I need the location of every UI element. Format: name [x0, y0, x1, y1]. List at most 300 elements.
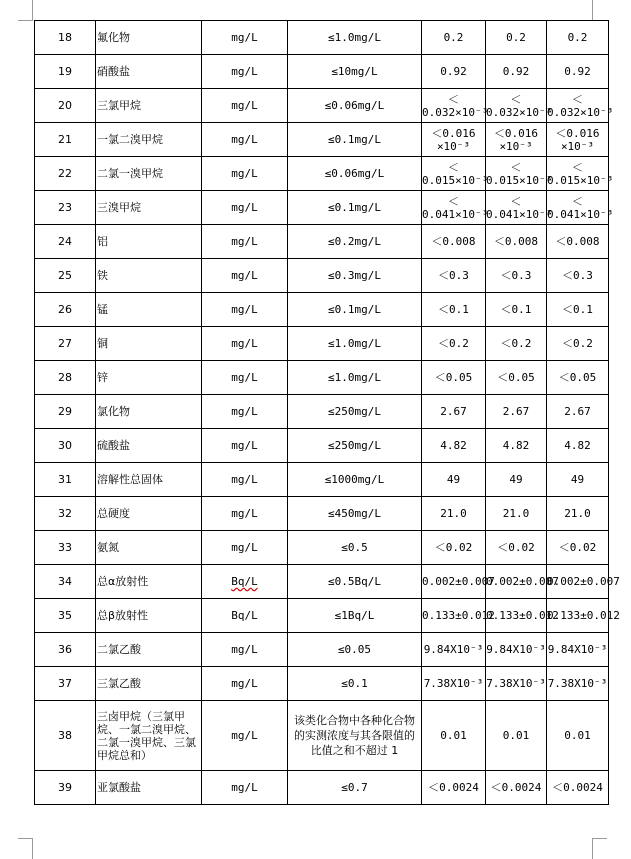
- result-2-cell: [486, 463, 547, 497]
- item-name-cell: [96, 667, 202, 701]
- result-3-cell: [547, 701, 609, 771]
- table-row: [35, 123, 609, 157]
- result-2: ＜0.1: [500, 303, 532, 316]
- result-1: ＜0.008: [431, 235, 476, 248]
- result-2: ＜0.05: [497, 371, 535, 384]
- item-name-cell: [96, 771, 202, 805]
- item-name-cell: [96, 327, 202, 361]
- result-1: ＜0.032×10⁻³: [422, 92, 489, 119]
- result-1: 4.82: [440, 439, 467, 452]
- limit-value: ≤0.1mg/L: [328, 303, 381, 316]
- result-3: ＜0.3: [562, 269, 593, 282]
- result-3-cell: [547, 191, 614, 225]
- limit-value: ≤1.0mg/L: [328, 31, 381, 44]
- result-1: ＜0.05: [434, 371, 473, 384]
- item-number-cell: [35, 21, 96, 55]
- result-3: 49: [570, 473, 585, 486]
- result-1: 0.01: [440, 729, 467, 742]
- limit-value-cell: [288, 771, 422, 805]
- item-number: 36: [58, 643, 72, 656]
- item-number: 32: [58, 507, 72, 520]
- result-3: ＜0.041×10⁻³: [547, 194, 614, 221]
- result-3: 21.0: [564, 507, 591, 520]
- result-2-cell: [486, 191, 553, 225]
- item-name: 三溴甲烷: [97, 201, 141, 214]
- result-3: 0.133±0.012: [547, 609, 620, 622]
- result-2-cell: [486, 361, 547, 395]
- result-1-cell: [422, 701, 486, 771]
- result-3: ＜0.016 ×10⁻³: [555, 126, 600, 153]
- unit-cell: [202, 293, 288, 327]
- item-name: 总硬度: [97, 507, 130, 520]
- item-number-cell: [35, 565, 96, 599]
- unit: mg/L: [231, 643, 258, 656]
- result-3-cell: [547, 123, 609, 157]
- unit: mg/L: [231, 439, 258, 452]
- item-name-cell: [96, 89, 202, 123]
- result-1: ＜0.02: [434, 541, 473, 554]
- item-name-cell: [96, 497, 202, 531]
- limit-value-cell: [288, 55, 422, 89]
- result-2-cell: [486, 429, 547, 463]
- item-name-cell: [96, 21, 202, 55]
- result-2: 2.67: [502, 405, 530, 418]
- unit-cell: [202, 497, 288, 531]
- result-2-cell: [486, 701, 547, 771]
- limit-value: ≤0.5: [341, 541, 368, 554]
- item-name-cell: [96, 565, 202, 599]
- item-number-cell: [35, 123, 96, 157]
- result-1-cell: [422, 531, 486, 565]
- unit: mg/L: [231, 133, 258, 146]
- item-number-cell: [35, 429, 96, 463]
- result-3-cell: [547, 55, 609, 89]
- unit-cell: [202, 123, 288, 157]
- unit-cell: [202, 395, 288, 429]
- result-3: 0.002±0.007: [547, 575, 620, 588]
- item-name: 铝: [97, 235, 108, 248]
- result-1: ＜0.0024: [428, 781, 479, 794]
- unit-cell: [202, 327, 288, 361]
- unit-cell: [202, 701, 288, 771]
- result-3-cell: [547, 565, 620, 599]
- result-2: 0.133±0.012: [486, 609, 559, 622]
- limit-value-cell: [288, 89, 422, 123]
- item-number-cell: [35, 395, 96, 429]
- limit-value: ≤0.2mg/L: [328, 235, 381, 248]
- limit-value-cell: [288, 463, 422, 497]
- result-3-cell: [547, 771, 609, 805]
- limit-value: 该类化合物中各种化合物的实测浓度与其各限值的比值之和不超过 1: [294, 714, 415, 757]
- crop-mark-top-left: [18, 0, 33, 21]
- unit-cell: [202, 55, 288, 89]
- item-number-cell: [35, 191, 96, 225]
- unit: mg/L: [231, 167, 258, 180]
- item-number: 22: [58, 167, 72, 180]
- result-2: ＜0.016 ×10⁻³: [493, 126, 539, 153]
- result-1-cell: [422, 191, 489, 225]
- result-3-cell: [547, 599, 620, 633]
- unit-cell: [202, 667, 288, 701]
- item-number: 33: [58, 541, 72, 554]
- unit-cell: [202, 89, 288, 123]
- result-3-cell: [547, 157, 614, 191]
- unit-cell: [202, 21, 288, 55]
- item-name: 总α放射性: [97, 575, 149, 588]
- result-3: 0.2: [567, 31, 588, 44]
- result-2: ＜0.008: [493, 235, 539, 248]
- item-number: 31: [58, 473, 72, 486]
- result-3-cell: [547, 327, 609, 361]
- result-1-cell: [422, 259, 486, 293]
- result-1-cell: [422, 157, 489, 191]
- result-1: ＜0.1: [438, 303, 469, 316]
- unit: mg/L: [231, 371, 258, 384]
- item-name: 氨氮: [97, 541, 119, 554]
- item-name: 三氯甲烷: [97, 99, 141, 112]
- item-number: 38: [58, 729, 72, 742]
- item-name-cell: [96, 633, 202, 667]
- item-name-cell: [96, 599, 202, 633]
- result-2-cell: [486, 599, 559, 633]
- item-name: 总β放射性: [97, 609, 149, 622]
- unit: mg/L: [231, 235, 258, 248]
- table-row: [35, 225, 609, 259]
- result-1: 0.2: [443, 31, 464, 44]
- limit-value-cell: [288, 429, 422, 463]
- result-3-cell: [547, 89, 614, 123]
- crop-mark-bottom-right: [592, 838, 607, 859]
- result-3-cell: [547, 21, 609, 55]
- item-name-cell: [96, 157, 202, 191]
- unit-cell: [202, 599, 288, 633]
- result-1-cell: [422, 429, 486, 463]
- item-number: 24: [58, 235, 72, 248]
- item-number-cell: [35, 633, 96, 667]
- unit-cell: [202, 633, 288, 667]
- unit: mg/L: [231, 507, 258, 520]
- table-body: [35, 21, 620, 805]
- result-1: 9.84X10⁻³: [423, 643, 484, 656]
- result-1: ＜0.041×10⁻³: [422, 194, 489, 221]
- unit-cell: [202, 157, 288, 191]
- result-3-cell: [547, 531, 609, 565]
- limit-value-cell: [288, 497, 422, 531]
- result-3-cell: [547, 395, 609, 429]
- result-2: ＜0.032×10⁻³: [486, 92, 553, 119]
- item-number-cell: [35, 531, 96, 565]
- result-2-cell: [486, 55, 547, 89]
- item-name-cell: [96, 225, 202, 259]
- result-3: 9.84X10⁻³: [547, 643, 608, 656]
- limit-value-cell: [288, 599, 422, 633]
- limit-value-cell: [288, 327, 422, 361]
- limit-value-cell: [288, 633, 422, 667]
- result-1-cell: [422, 55, 486, 89]
- table-row: [35, 463, 609, 497]
- unit-cell: [202, 565, 288, 599]
- limit-value: ≤0.06mg/L: [324, 167, 385, 180]
- table-row: [35, 89, 609, 123]
- result-2: ＜0.015×10⁻³: [486, 160, 553, 187]
- item-number: 39: [58, 781, 72, 794]
- item-number: 27: [58, 337, 72, 350]
- result-2: 0.01: [502, 729, 530, 742]
- item-number-cell: [35, 497, 96, 531]
- item-number: 26: [58, 303, 72, 316]
- limit-value-cell: [288, 123, 422, 157]
- item-number-cell: [35, 259, 96, 293]
- item-name-cell: [96, 531, 202, 565]
- result-1: 0.002±0.007: [422, 575, 495, 588]
- item-name: 氯化物: [97, 405, 130, 418]
- unit: Bq/L: [231, 575, 258, 588]
- result-1-cell: [422, 497, 486, 531]
- result-1: 21.0: [440, 507, 467, 520]
- item-number-cell: [35, 463, 96, 497]
- limit-value-cell: [288, 395, 422, 429]
- result-3: ＜0.008: [555, 235, 600, 248]
- table-row: [35, 157, 609, 191]
- result-2-cell: [486, 565, 559, 599]
- result-1-cell: [422, 89, 489, 123]
- table-row: [35, 21, 609, 55]
- result-1-cell: [422, 361, 486, 395]
- result-1: 0.133±0.012: [422, 609, 495, 622]
- result-2: 9.84X10⁻³: [486, 643, 546, 656]
- item-number-cell: [35, 667, 96, 701]
- result-1: 0.92: [440, 65, 467, 78]
- result-2-cell: [486, 123, 547, 157]
- result-1-cell: [422, 123, 486, 157]
- limit-value: ≤1000mg/L: [324, 473, 385, 486]
- limit-value-cell: [288, 21, 422, 55]
- result-3: 4.82: [564, 439, 591, 452]
- item-name-cell: [96, 701, 202, 771]
- result-1: 7.38X10⁻³: [423, 677, 484, 690]
- unit-cell: [202, 361, 288, 395]
- unit: mg/L: [231, 269, 258, 282]
- result-3: ＜0.1: [562, 303, 593, 316]
- result-3-cell: [547, 225, 609, 259]
- unit: mg/L: [231, 337, 258, 350]
- item-name-cell: [96, 191, 202, 225]
- item-name: 氟化物: [97, 31, 130, 44]
- result-2-cell: [486, 327, 547, 361]
- unit: mg/L: [231, 541, 258, 554]
- item-name: 溶解性总固体: [97, 473, 163, 486]
- item-name: 亚氯酸盐: [97, 781, 141, 794]
- result-2-cell: [486, 667, 547, 701]
- item-number-cell: [35, 157, 96, 191]
- result-3: ＜0.015×10⁻³: [547, 160, 614, 187]
- item-name: 二氯一溴甲烷: [97, 167, 163, 180]
- limit-value: ≤0.06mg/L: [324, 99, 385, 112]
- unit: mg/L: [231, 473, 258, 486]
- table-row: [35, 633, 609, 667]
- item-number: 30: [58, 439, 72, 452]
- result-1: ＜0.016 ×10⁻³: [431, 126, 476, 153]
- limit-value-cell: [288, 531, 422, 565]
- result-3-cell: [547, 497, 609, 531]
- table-row: [35, 771, 609, 805]
- limit-value-cell: [288, 259, 422, 293]
- result-2-cell: [486, 259, 547, 293]
- result-2-cell: [486, 771, 547, 805]
- table-row: [35, 327, 609, 361]
- result-2-cell: [486, 89, 553, 123]
- item-number-cell: [35, 361, 96, 395]
- result-3: 0.01: [564, 729, 591, 742]
- result-3-cell: [547, 463, 609, 497]
- limit-value: ≤0.3mg/L: [328, 269, 381, 282]
- item-name-cell: [96, 259, 202, 293]
- result-3: ＜0.0024: [552, 781, 603, 794]
- result-2: 7.38X10⁻³: [486, 677, 546, 690]
- unit: mg/L: [231, 303, 258, 316]
- table-row: [35, 429, 609, 463]
- result-1: ＜0.015×10⁻³: [422, 160, 489, 187]
- result-2: 0.92: [502, 65, 530, 78]
- result-1-cell: [422, 225, 486, 259]
- unit-cell: [202, 531, 288, 565]
- result-2-cell: [486, 633, 547, 667]
- limit-value: ≤0.05: [337, 643, 372, 656]
- limit-value: ≤10mg/L: [331, 65, 378, 78]
- item-number: 29: [58, 405, 72, 418]
- table-row: [35, 55, 609, 89]
- item-name-cell: [96, 123, 202, 157]
- item-name: 锰: [97, 303, 108, 316]
- result-1-cell: [422, 633, 486, 667]
- result-2-cell: [486, 225, 547, 259]
- limit-value-cell: [288, 701, 422, 771]
- result-3-cell: [547, 429, 609, 463]
- result-1-cell: [422, 667, 486, 701]
- limit-value-cell: [288, 225, 422, 259]
- item-name-cell: [96, 395, 202, 429]
- result-2: ＜0.02: [497, 541, 535, 554]
- crop-mark-bottom-left: [18, 838, 33, 859]
- table-row: [35, 361, 609, 395]
- unit: mg/L: [231, 405, 258, 418]
- result-1-cell: [422, 463, 486, 497]
- item-name: 三卤甲烷（三氯甲烷、一氯二溴甲烷、二氯一溴甲烷、三氯甲烷总和）: [97, 709, 196, 762]
- result-2-cell: [486, 497, 547, 531]
- item-name: 锌: [97, 371, 108, 384]
- item-number: 19: [58, 65, 72, 78]
- result-1-cell: [422, 327, 486, 361]
- result-2: ＜0.0024: [490, 781, 542, 794]
- result-1-cell: [422, 771, 486, 805]
- unit: mg/L: [231, 781, 258, 794]
- item-number: 35: [58, 609, 72, 622]
- item-number: 28: [58, 371, 72, 384]
- result-1-cell: [422, 21, 486, 55]
- result-2-cell: [486, 293, 547, 327]
- unit-cell: [202, 771, 288, 805]
- item-number-cell: [35, 293, 96, 327]
- result-3: 7.38X10⁻³: [547, 677, 608, 690]
- limit-value: ≤250mg/L: [328, 439, 381, 452]
- table-row: [35, 599, 609, 633]
- limit-value-cell: [288, 565, 422, 599]
- limit-value-cell: [288, 361, 422, 395]
- item-number-cell: [35, 771, 96, 805]
- result-2-cell: [486, 531, 547, 565]
- unit: mg/L: [231, 99, 258, 112]
- result-2: ＜0.041×10⁻³: [486, 194, 553, 221]
- item-number-cell: [35, 701, 96, 771]
- result-3-cell: [547, 293, 609, 327]
- result-2: 0.2: [506, 31, 526, 44]
- result-2-cell: [486, 395, 547, 429]
- table-row: [35, 191, 609, 225]
- item-name-cell: [96, 55, 202, 89]
- item-name: 硫酸盐: [97, 439, 130, 452]
- limit-value: ≤450mg/L: [328, 507, 381, 520]
- result-3: 2.67: [564, 405, 591, 418]
- item-name: 一氯二溴甲烷: [97, 133, 163, 146]
- item-name-cell: [96, 361, 202, 395]
- item-number: 20: [58, 99, 72, 112]
- unit-cell: [202, 429, 288, 463]
- result-1: ＜0.2: [438, 337, 469, 350]
- water-quality-table: [34, 20, 620, 805]
- result-1-cell: [422, 395, 486, 429]
- unit: mg/L: [231, 677, 258, 690]
- limit-value: ≤250mg/L: [328, 405, 381, 418]
- limit-value: ≤1.0mg/L: [328, 337, 381, 350]
- unit: mg/L: [231, 31, 258, 44]
- result-3: ＜0.02: [558, 541, 597, 554]
- item-number: 18: [58, 31, 72, 44]
- unit-cell: [202, 259, 288, 293]
- limit-value: ≤0.1: [341, 677, 368, 690]
- item-number-cell: [35, 89, 96, 123]
- limit-value-cell: [288, 191, 422, 225]
- item-name: 铜: [97, 337, 108, 350]
- item-name: 铁: [97, 269, 108, 282]
- table-row: [35, 701, 609, 771]
- result-3: ＜0.05: [558, 371, 597, 384]
- result-2: 21.0: [502, 507, 530, 520]
- table-row: [35, 497, 609, 531]
- item-number-cell: [35, 55, 96, 89]
- result-1-cell: [422, 293, 486, 327]
- result-3-cell: [547, 361, 609, 395]
- unit-cell: [202, 191, 288, 225]
- item-name: 二氯乙酸: [97, 643, 141, 656]
- result-2-cell: [486, 157, 553, 191]
- result-2: 49: [509, 473, 523, 486]
- table-row: [35, 259, 609, 293]
- item-number-cell: [35, 599, 96, 633]
- unit: mg/L: [231, 729, 258, 742]
- limit-value-cell: [288, 293, 422, 327]
- item-name-cell: [96, 463, 202, 497]
- unit: mg/L: [231, 201, 258, 214]
- limit-value: ≤1Bq/L: [334, 609, 375, 622]
- table-row: [35, 293, 609, 327]
- result-1: 2.67: [440, 405, 467, 418]
- unit: Bq/L: [231, 609, 258, 622]
- item-name: 硝酸盐: [97, 65, 130, 78]
- item-name-cell: [96, 293, 202, 327]
- table-row: [35, 531, 609, 565]
- limit-value: ≤1.0mg/L: [328, 371, 381, 384]
- table-row: [35, 565, 609, 599]
